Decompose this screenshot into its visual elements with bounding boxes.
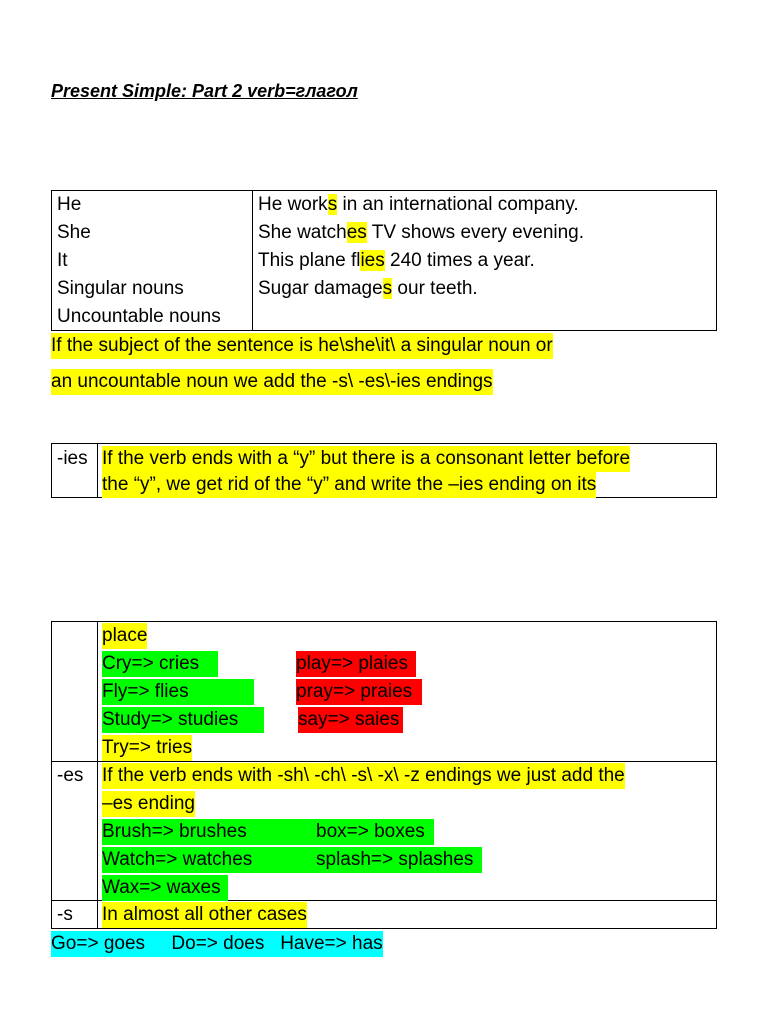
example-sentence: He works in an international company. xyxy=(258,194,579,215)
es-example: Watch=> watches xyxy=(102,847,316,873)
s-label: -s xyxy=(57,904,73,925)
page-title: Present Simple: Part 2 verb=глагол xyxy=(51,81,358,101)
es-example: Brush=> brushes xyxy=(102,819,316,845)
s-rule: In almost all other cases xyxy=(102,902,307,928)
ies-rule-continuation: place xyxy=(102,623,147,649)
ies-wrong-example: say=> saies xyxy=(298,707,403,733)
es-label: -es xyxy=(57,765,84,786)
ending-highlight: es xyxy=(346,222,367,243)
ies-rule-table-divider xyxy=(97,443,98,498)
example-sentence: She watches TV shows every evening. xyxy=(258,222,585,243)
subject-singular-nouns: Singular nouns xyxy=(57,278,184,299)
ies-wrong-example: play=> plaies xyxy=(296,651,416,677)
ies-rule-line: If the verb ends with a “y” but there is a consonant letter before xyxy=(102,446,630,472)
ending-highlight: ies xyxy=(360,250,385,271)
subject-it: It xyxy=(57,250,68,271)
rule-line: an uncountable noun we add the -s\ -es\-ies endings xyxy=(51,369,493,395)
endings-table-row-line xyxy=(51,761,717,762)
example-sentence: Sugar damages our teeth. xyxy=(258,278,478,299)
subject-uncountable-nouns: Uncountable nouns xyxy=(57,306,221,327)
ending-highlight: s xyxy=(327,194,338,215)
ies-label: -ies xyxy=(57,448,88,469)
rule-line: If the subject of the sentence is he\she\it\ a singular noun or xyxy=(51,333,553,359)
subject-he: He xyxy=(57,194,82,215)
example-sentence: This plane flies 240 times a year. xyxy=(258,250,535,271)
ies-correct-example: Study=> studies xyxy=(102,707,264,733)
ending-highlight: s xyxy=(382,278,393,299)
ies-correct-example: Cry=> cries xyxy=(102,651,218,677)
subject-she: She xyxy=(57,222,91,243)
ies-rule-line: the “y”, we get rid of the “y” and write the –ies ending on its xyxy=(102,472,596,498)
es-example: splash=> splashes xyxy=(316,847,482,873)
es-rule-line: –es ending xyxy=(102,791,195,817)
irregular-verbs: Go=> goes Do=> does Have=> has xyxy=(51,931,383,957)
ies-correct-example: Fly=> flies xyxy=(102,679,254,705)
ies-wrong-example: pray=> praies xyxy=(296,679,422,705)
es-example: box=> boxes xyxy=(316,819,434,845)
subjects-table-divider xyxy=(252,190,253,331)
es-rule-line: If the verb ends with -sh\ -ch\ -s\ -x\ -z endings we just add the xyxy=(102,763,625,789)
endings-table-divider xyxy=(97,621,98,929)
es-example: Wax=> waxes xyxy=(102,875,228,901)
ies-correct-example: Try=> tries xyxy=(102,735,192,761)
